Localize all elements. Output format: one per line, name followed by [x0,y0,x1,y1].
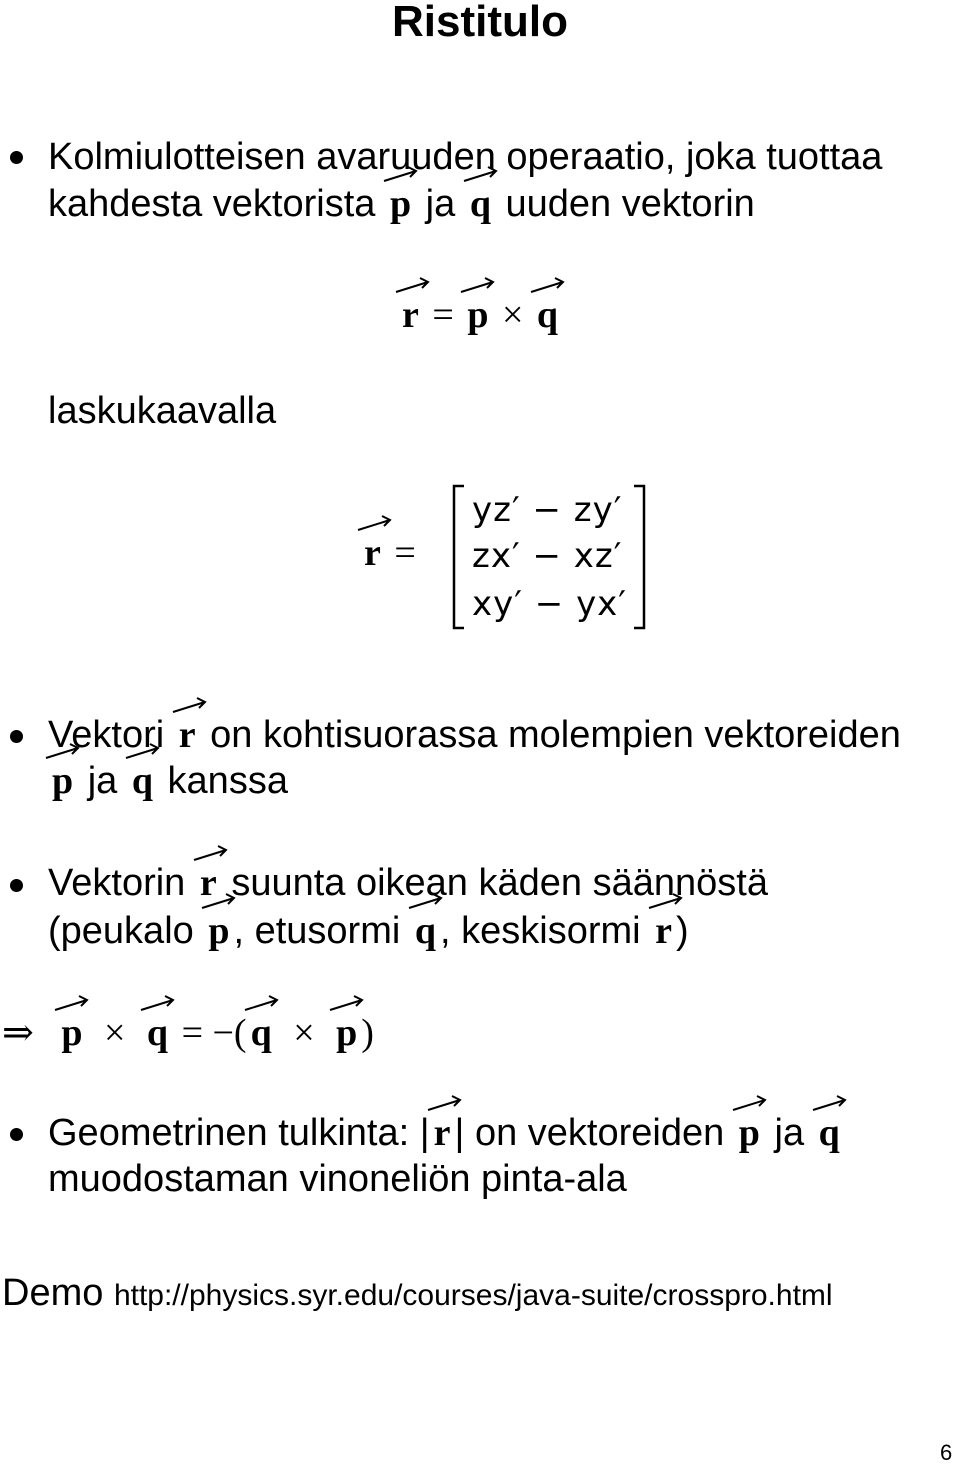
vector-arrow-icon [171,696,211,714]
bullet1-line2 [48,181,755,227]
bullet-dot [10,730,23,743]
vector-arrow-icon [811,1094,851,1112]
vector-q: q [466,185,495,223]
vector-arrow-icon [647,892,687,910]
bullet4-line1 [48,1110,844,1156]
demo-label: Demo [2,1272,104,1314]
equals-sign: = [394,532,416,574]
vector-r: r [398,296,423,334]
vector-r: r [651,912,676,950]
laskukaavalla-text: laskukaavalla [48,390,277,432]
vector-arrow-icon [459,276,499,294]
vector-arrow-icon [53,994,93,1012]
vector-q: q [411,912,440,950]
vector-arrow-icon [200,892,240,910]
matrix-row: xy′ − yx′ [472,584,628,624]
bullet1-text-b: ja [425,183,456,225]
times-sign: × [501,294,524,336]
vector-arrow-icon [407,892,447,910]
equation-cross-product [398,292,562,338]
vector-p: p [204,912,233,950]
vector-arrow-icon [382,165,422,183]
vector-p: p [386,185,415,223]
matrix-lhs [360,530,416,576]
bullet2-text-d: kanssa [167,760,288,802]
vector-q: q [128,762,157,800]
bullet3-text-a: Vektorin [48,862,186,904]
vector-p: p [735,1114,764,1152]
vector-p: p [48,762,77,800]
demo-line [2,1270,833,1319]
vector-arrow-icon [139,994,179,1012]
vector-q: q [533,296,562,334]
bullet4-text-b: on vektoreiden [474,1112,725,1154]
abs-bar-right: | [454,1112,465,1154]
vector-p: p [332,1014,361,1052]
vector-arrow-icon [731,1094,771,1112]
bullet3-text-f: ) [676,910,689,952]
vector-arrow-icon [462,165,502,183]
bullet3-text-d: , etusormi [233,910,401,952]
vector-r: r [175,716,200,754]
bullet4-line2: muodostaman vinoneliön pinta-ala [48,1158,627,1200]
vector-q: q [143,1014,172,1052]
bullet4-text-c: ja [774,1112,805,1154]
times-sign: × [103,1012,126,1054]
bullet4-text-a: Geometrinen tulkinta: [48,1112,410,1154]
times-sign: × [293,1012,315,1054]
close-paren: ) [361,1012,374,1054]
abs-bar-left: | [419,1112,430,1154]
bullet2-text-b: on kohtisuorassa molempien vektoreiden [210,714,901,756]
bullet-dot [10,151,23,164]
vector-p: p [463,296,492,334]
bullet3-text-b: suunta oikean käden säännöstä [231,862,768,904]
vector-arrow-icon [44,742,84,760]
matrix-row: zx′ − xz′ [472,536,623,576]
vector-arrow-icon [243,994,283,1012]
bullet3-line2 [48,908,689,954]
bullet2-line1 [48,712,901,758]
vector-arrow-icon [394,276,434,294]
bullet2-text-a: Vektori [48,714,165,756]
vector-arrow-icon [192,844,232,862]
anticommutativity-equation [2,1010,374,1056]
page-title: Ristitulo [392,0,568,46]
equals-neg-open: = −( [181,1012,247,1054]
vector-r: r [430,1114,455,1152]
bullet1-line1: Kolmiulotteisen avaruuden operaatio, joka tuottaa [48,136,883,178]
bullet-dot [10,879,23,892]
vector-q: q [815,1114,844,1152]
bullet3-text-c: (peukalo [48,910,194,952]
bullet1-text-c: uuden vektorin [505,183,755,225]
vector-arrow-icon [356,514,396,532]
bullet3-text-e: , keskisormi [440,910,641,952]
implies-arrow: ⇒ [2,1012,34,1054]
vector-arrow-icon [124,742,164,760]
vector-arrow-icon [426,1094,466,1112]
vector-q: q [247,1014,276,1052]
vector-r: r [196,864,221,902]
vector-arrow-icon [328,994,368,1012]
bullet1-text-a: kahdesta vektorista [48,183,376,225]
vector-p: p [57,1014,86,1052]
vector-arrow-icon [529,276,569,294]
matrix-row: yz′ − zy′ [472,490,623,530]
bullet2-line2 [48,758,288,804]
demo-link[interactable]: http://physics.syr.edu/courses/java-suite/crosspro.html [113,1279,833,1312]
equals-sign: = [432,294,454,336]
bullet2-text-c: ja [87,760,118,802]
vector-r: r [360,534,385,572]
page-number: 6 [940,1440,953,1465]
bullet-dot [10,1128,23,1141]
